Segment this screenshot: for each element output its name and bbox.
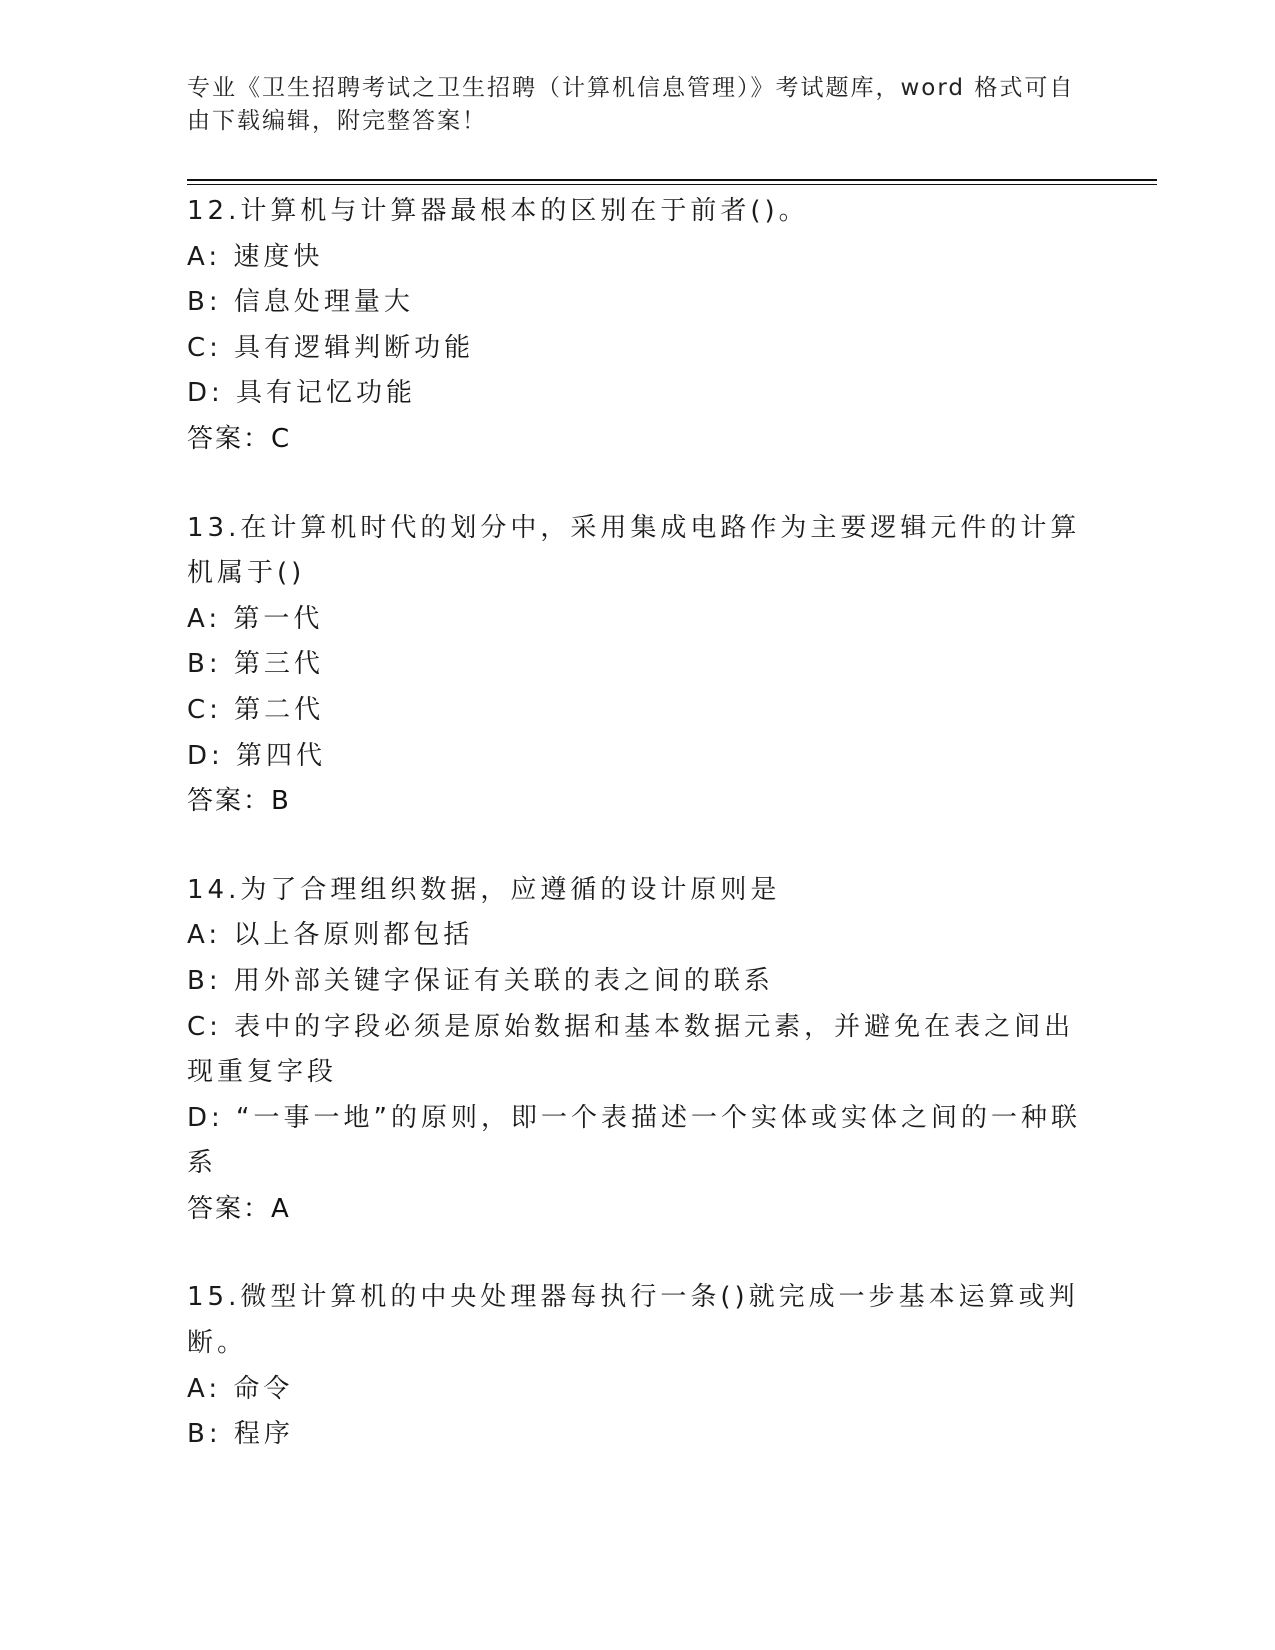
option-c: C: 表中的字段必须是原始数据和基本数据元素，并避免在表之间出现重复字段 [187, 1011, 1075, 1088]
question-stem: 12.计算机与计算器最根本的区别在于前者()。 [187, 196, 809, 226]
question-stem: 13.在计算机时代的划分中，采用集成电路作为主要逻辑元件的计算机属于() [187, 512, 1081, 589]
question-stem: 15.微型计算机的中央处理器每执行一条()就完成一步基本运算或判断。 [187, 1282, 1079, 1359]
answer-line: 答案：B [187, 786, 291, 817]
question-stem: 14.为了合理组织数据，应遵循的设计原则是 [187, 874, 781, 905]
document-header: 专业《卫生招聘考试之卫生招聘（计算机信息管理）》考试题库，word 格式可自由下载编辑，附完整答案！ [187, 75, 1075, 134]
option-a: A: 第一代 [187, 603, 324, 634]
option-b: B: 用外部关键字保证有关联的表之间的联系 [187, 965, 774, 996]
question-15 [187, 1275, 1087, 1457]
option-d: D: “一事一地”的原则，即一个表描述一个实体或实体之间的一种联系 [187, 1102, 1081, 1179]
option-c: C: 第二代 [187, 694, 325, 725]
question-list [187, 189, 1087, 1458]
option-b: B: 程序 [187, 1419, 294, 1450]
answer-line: 答案：A [187, 1193, 291, 1224]
option-d: D: 第四代 [187, 740, 327, 771]
question-13 [187, 506, 1087, 825]
option-b: B: 第三代 [187, 649, 324, 680]
header-divider-thin [187, 184, 1157, 185]
option-c: C: 具有逻辑判断功能 [187, 332, 475, 363]
answer-line: 答案：C [187, 423, 292, 454]
header-divider-thick [187, 179, 1157, 181]
option-a: A: 以上各原则都包括 [187, 920, 474, 951]
option-d: D: 具有记忆功能 [187, 378, 417, 409]
option-a: A: 命令 [187, 1373, 294, 1404]
option-b: B: 信息处理量大 [187, 287, 414, 318]
question-14 [187, 868, 1087, 1233]
option-a: A: 速度快 [187, 241, 324, 272]
question-12 [187, 189, 1087, 463]
